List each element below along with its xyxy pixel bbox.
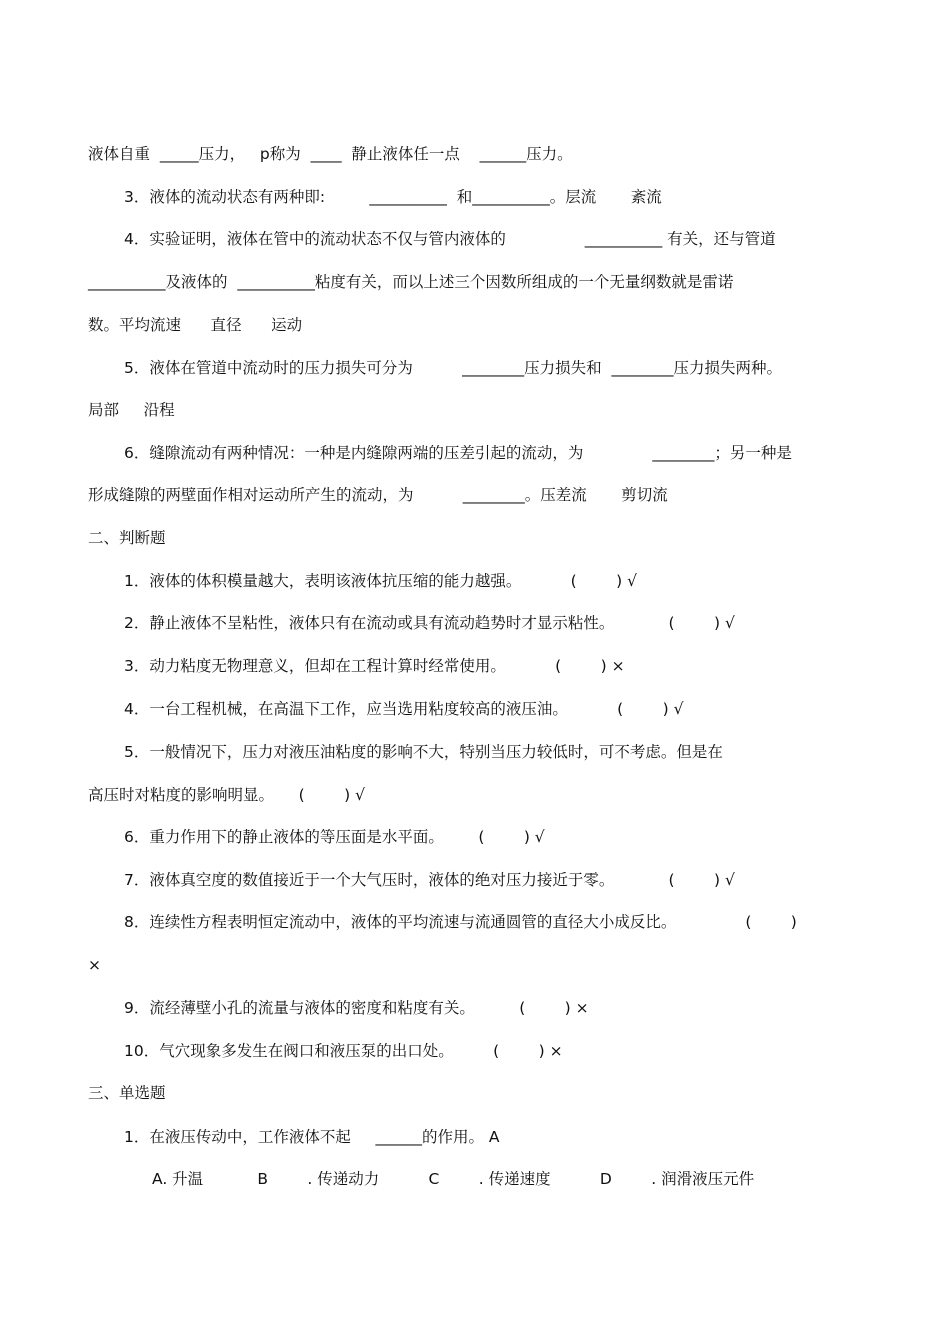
text-line: 3．液体的流动状态有两种即: __________ 和__________。层流 紊流: [124, 188, 662, 206]
text-line: 6．重力作用下的静止液体的等压面是水平面。 ( ) √: [124, 828, 545, 846]
text-line: 1．在液压传动中，工作液体不起 ______的作用。 A: [124, 1128, 500, 1146]
text-line: 1．液体的体积模量越大，表明该液体抗压缩的能力越强。 ( ) √: [124, 572, 637, 590]
text-line: 4．实验证明，液体在管中的流动状态不仅与管内液体的 __________ 有关，还与管道: [124, 230, 776, 248]
text-line: 高压时对粘度的影响明显。 ( ) √: [88, 786, 365, 804]
text-line: 3．动力粘度无物理意义，但却在工程计算时经常使用。 ( ) ×: [124, 657, 625, 675]
section-heading: 三、单选题: [88, 1084, 166, 1102]
text-line: ×: [88, 956, 101, 974]
text-line: 2．静止液体不呈粘性，液体只有在流动或具有流动趋势时才显示粘性。 ( ) √: [124, 614, 735, 632]
text-line: 数。平均流速 直径 运动: [88, 316, 303, 334]
text-line: 4．一台工程机械，在高温下工作，应当选用粘度较高的液压油。 ( ) √: [124, 700, 684, 718]
text-line: 液体自重 _____压力， p称为 ____ 静止液体任一点 ______压力。: [88, 145, 573, 163]
text-line: __________及液体的 __________粘度有关，而以上述三个因数所组成的一个无量纲数就是雷诺: [88, 273, 734, 291]
text-line: 形成缝隙的两壁面作相对运动所产生的流动，为 ________。压差流 剪切流: [88, 486, 668, 504]
section-heading: 二、判断题: [88, 529, 166, 547]
text-line: 5．一般情况下，压力对液压油粘度的影响不大，特别当压力较低时，可不考虑。但是在: [124, 743, 723, 761]
text-line: 6．缝隙流动有两种情况：一种是内缝隙两端的压差引起的流动，为 ________；另一种是: [124, 444, 792, 462]
text-line: 局部 沿程: [88, 401, 175, 419]
text-line: 10．气穴现象多发生在阀口和液压泵的出口处。 ( ) ×: [124, 1042, 563, 1060]
answer-options: A. 升温 B . 传递动力 C . 传递速度 D . 润滑液压元件: [152, 1170, 755, 1188]
text-line: 5．液体在管道中流动时的压力损失可分为 ________压力损失和 ________压力损失两种。: [124, 359, 782, 377]
text-line: 7．液体真空度的数值接近于一个大气压时，液体的绝对压力接近于零。 ( ) √: [124, 871, 735, 889]
text-line: 9．流经薄壁小孔的流量与液体的密度和粘度有关。 ( ) ×: [124, 999, 589, 1017]
text-line: 8．连续性方程表明恒定流动中，液体的平均流速与流通圆管的直径大小成反比。 ( ): [124, 913, 797, 931]
